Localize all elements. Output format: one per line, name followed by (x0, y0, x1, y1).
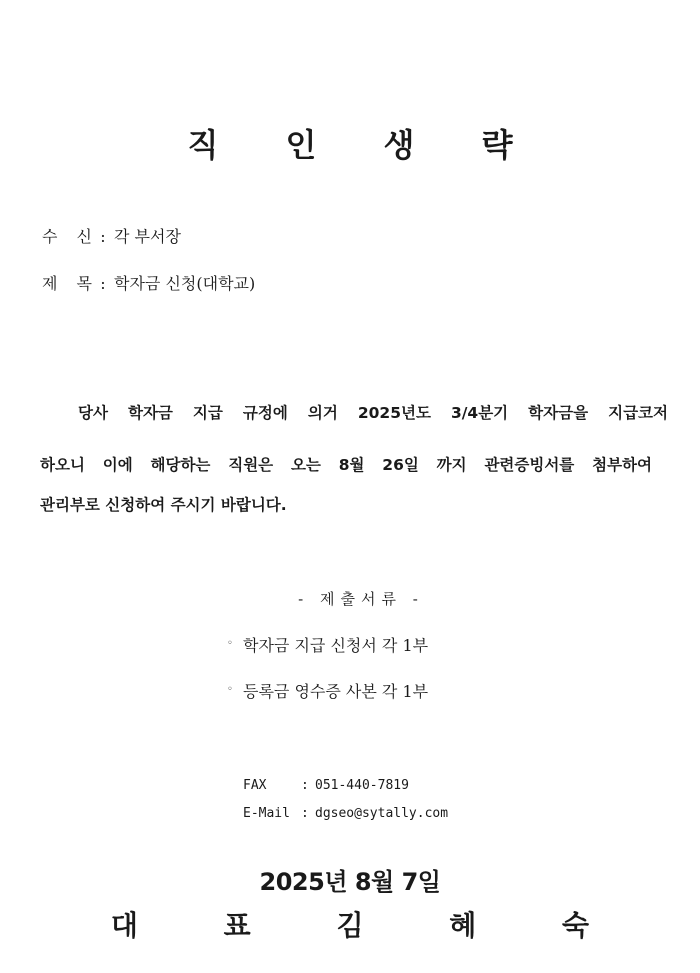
bullet-icon: ◦ (227, 638, 233, 649)
recipient-separator: : (100, 227, 106, 246)
required-document-item (227, 633, 428, 656)
required-documents-heading: - 제출서류 - (298, 590, 424, 608)
email-row (243, 806, 448, 821)
recipient-row (42, 224, 181, 247)
subject-row (42, 271, 255, 294)
recipient-label: 수 신 (42, 227, 92, 246)
bullet-icon: ◦ (227, 684, 233, 695)
recipient-value: 각 부서장 (114, 227, 181, 246)
body-paragraph-line-3: 관리부로 신청하여 주시기 바랍니다. (40, 496, 287, 514)
body-paragraph-line-1: 당사 학자금 지급 규정에 의거 2025년도 3/4분기 학자금을 지급코저 (78, 404, 668, 422)
page-title: 직 인 생 략 (187, 126, 541, 164)
fax-label: FAX (243, 778, 267, 793)
fax-row (243, 778, 409, 793)
fax-separator: : (301, 778, 309, 793)
subject-value: 학자금 신청(대학교) (114, 274, 256, 293)
body-paragraph-line-2: 하오니 이에 해당하는 직원은 오는 8월 26일 까지 관련증빙서를 첨부하여 (40, 456, 652, 474)
email-separator: : (301, 806, 309, 821)
required-document-text: 등록금 영수증 사본 각 1부 (243, 682, 429, 701)
subject-label: 제 목 (42, 274, 92, 293)
required-document-item (227, 679, 428, 702)
email-label: E-Mail (243, 806, 290, 821)
email-address: dgseo@sytally.com (315, 806, 449, 821)
required-document-text: 학자금 지급 신청서 각 1부 (243, 636, 429, 655)
document-date: 2025년 8월 7일 (259, 868, 441, 896)
fax-number: 051-440-7819 (315, 778, 409, 793)
signature-block: 대 표 김 혜 숙 (110, 909, 628, 942)
subject-separator: : (100, 274, 106, 293)
